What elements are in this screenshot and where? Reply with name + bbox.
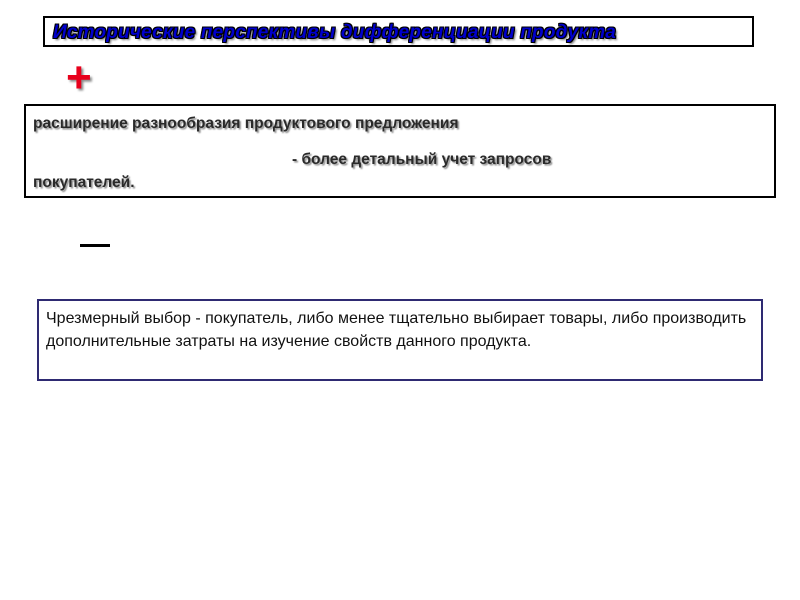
disadvantage-text: Чрезмерный выбор - покупатель, либо менее тщательно выбирает товары, либо производить дополнительные затраты на изучение свойств данного продукта. [46, 310, 747, 350]
plus-icon: + [66, 53, 92, 102]
advantage-line-2: - более детальный учет запросов [292, 151, 552, 168]
disadvantages-box [37, 299, 763, 381]
advantage-line-3: покупателей. [33, 174, 135, 191]
minus-icon [80, 244, 110, 247]
slide-title: Исторические перспективы дифференциации продукта [53, 22, 617, 43]
title-box [43, 16, 754, 47]
advantages-box [24, 104, 776, 198]
advantage-line-1: расширение разнообразия продуктового предложения [33, 115, 459, 132]
